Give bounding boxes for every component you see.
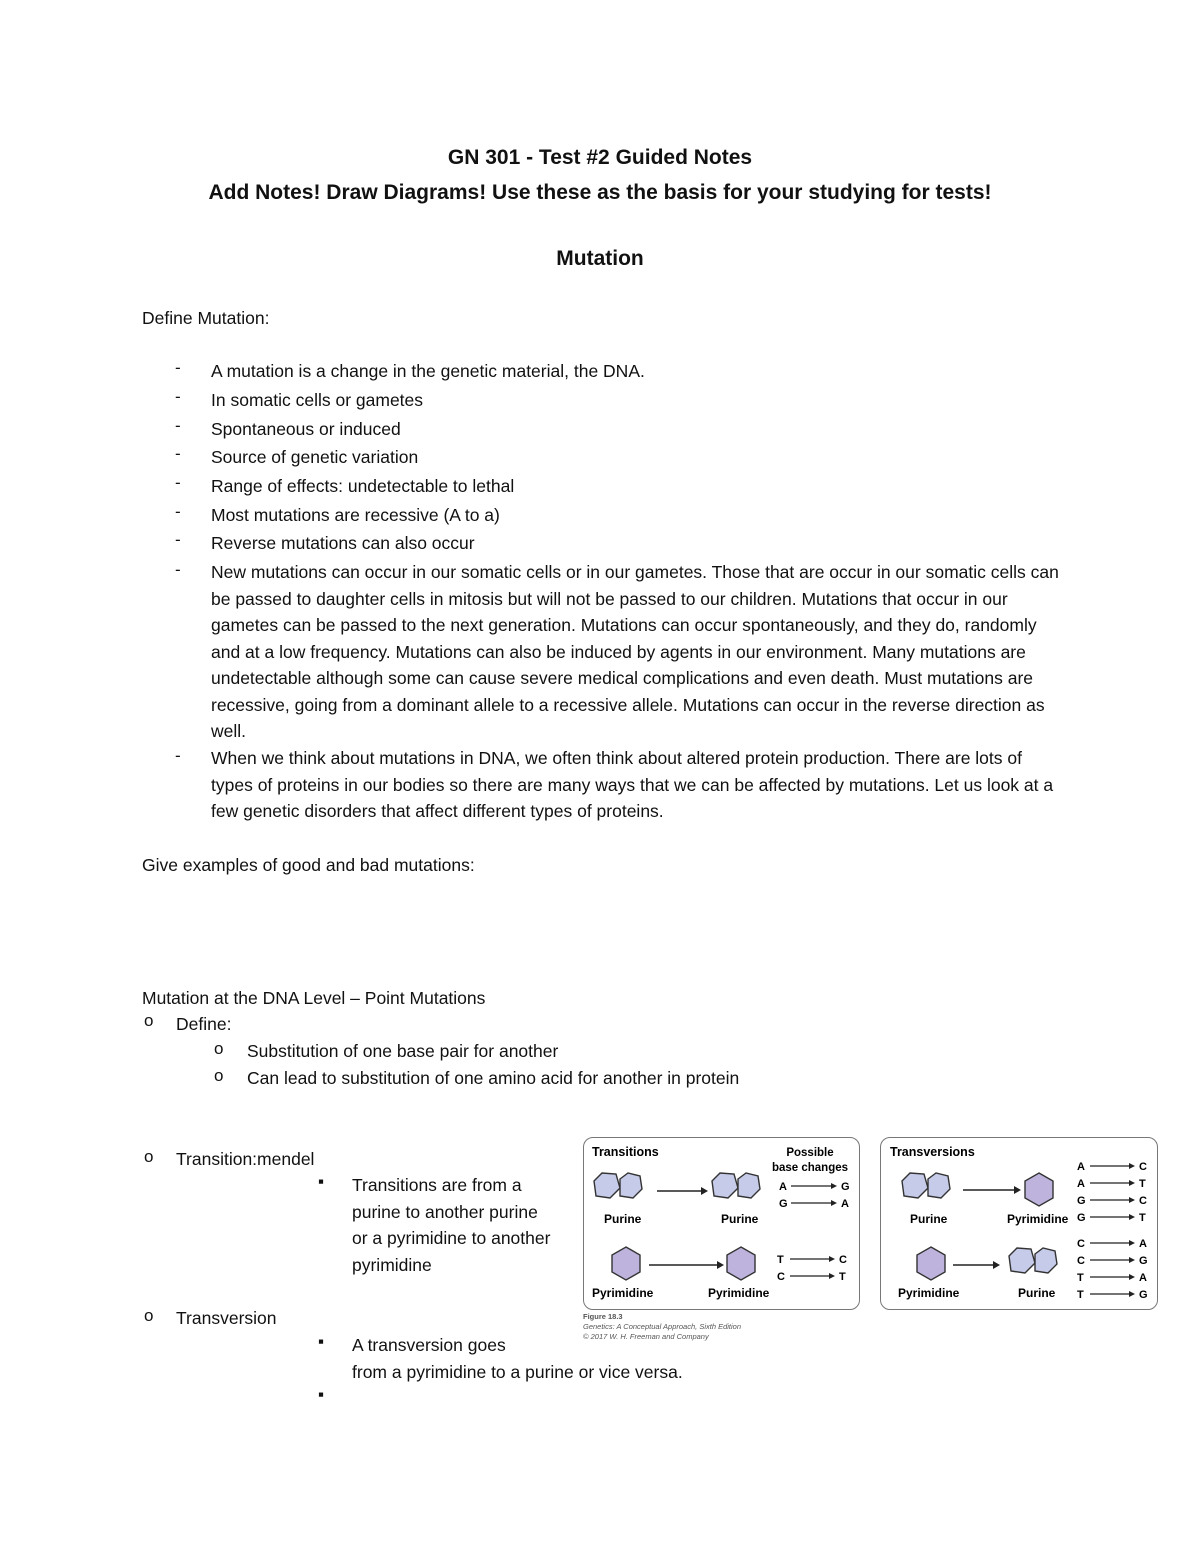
base-letter: A xyxy=(841,1198,849,1210)
base-letter: G xyxy=(1077,1195,1086,1207)
base-letter: T xyxy=(839,1271,846,1283)
examples-label: Give examples of good and bad mutations: xyxy=(142,855,475,875)
base-letter: C xyxy=(777,1271,785,1283)
define-label: Define Mutation: xyxy=(142,308,270,328)
base-letter: G xyxy=(1077,1212,1086,1224)
arrow-icon xyxy=(829,1273,835,1279)
dash-marker: - xyxy=(175,358,181,377)
circle-marker: o xyxy=(144,1011,154,1030)
dash-marker: - xyxy=(175,530,181,549)
purine-molecule-icon xyxy=(902,1173,950,1198)
pyrimidine-label: Pyrimidine xyxy=(1007,1212,1069,1226)
page-title: GN 301 - Test #2 Guided Notes xyxy=(447,146,753,169)
dash-marker: - xyxy=(175,416,181,435)
list-item: Reverse mutations can also occur xyxy=(211,533,475,553)
purine-molecule-icon xyxy=(712,1173,760,1198)
base-letter: T xyxy=(1139,1178,1146,1190)
protein-paragraph: When we think about mutations in DNA, we often think about altered protein production. There are lots of types of proteins in our bodies so there are many ways that we can be affected by mutations. Let us look at a few genetic disorders that affect different types of proteins. xyxy=(211,748,1054,821)
base-letter: C xyxy=(1077,1238,1085,1250)
transition-text: Transitions are from a purine to another purine or a pyrimidine to another pyrimidine xyxy=(352,1175,551,1275)
purine-molecule-icon xyxy=(1009,1248,1057,1273)
purine-label: Purine xyxy=(1018,1286,1056,1300)
arrow-icon xyxy=(1129,1197,1135,1203)
list-item: Substitution of one base pair for another xyxy=(247,1041,559,1061)
circle-marker: o xyxy=(214,1066,224,1085)
transversions-title: Transversions xyxy=(890,1145,975,1159)
base-letter: G xyxy=(779,1198,788,1210)
arrow-icon xyxy=(1129,1257,1135,1263)
base-letter: A xyxy=(1139,1272,1147,1284)
arrow-icon xyxy=(1129,1180,1135,1186)
base-letter: T xyxy=(1077,1272,1084,1284)
arrow-icon xyxy=(1014,1186,1021,1194)
transversion-label: Transversion xyxy=(176,1308,277,1328)
base-letter: G xyxy=(1139,1255,1148,1267)
base-changes-label: base changes xyxy=(771,1162,849,1174)
base-letter: T xyxy=(777,1254,784,1266)
purine-label: Purine xyxy=(604,1212,642,1226)
pyrimidine-molecule-icon xyxy=(917,1247,945,1280)
transitions-figure xyxy=(583,1137,860,1310)
define-sublabel: Define: xyxy=(176,1014,232,1034)
base-letter: C xyxy=(1077,1255,1085,1267)
dash-marker: - xyxy=(175,387,181,406)
base-letter: A xyxy=(1077,1178,1085,1190)
base-letter: A xyxy=(779,1181,787,1193)
base-letter: A xyxy=(1077,1161,1085,1173)
list-item: Can lead to substitution of one amino acid for another in protein xyxy=(247,1068,740,1088)
arrow-icon xyxy=(701,1187,708,1195)
purine-label: Purine xyxy=(910,1212,948,1226)
base-letter: C xyxy=(1139,1195,1147,1207)
arrow-icon xyxy=(831,1200,837,1206)
arrow-icon xyxy=(1129,1163,1135,1169)
pyrimidine-label: Pyrimidine xyxy=(898,1286,960,1300)
arrow-icon xyxy=(829,1256,835,1262)
list-item: Most mutations are recessive (A to a) xyxy=(211,505,500,525)
transversion-text-1: A transversion goes xyxy=(352,1335,506,1355)
transitions-diagram xyxy=(584,1138,859,1309)
base-letter: T xyxy=(1139,1212,1146,1224)
dash-marker: - xyxy=(175,473,181,492)
circle-marker: o xyxy=(144,1147,154,1166)
dash-marker: - xyxy=(175,746,181,765)
circle-marker: o xyxy=(214,1039,224,1058)
pyrimidine-molecule-icon xyxy=(727,1247,755,1280)
arrow-icon xyxy=(1129,1240,1135,1246)
base-letter: G xyxy=(841,1181,850,1193)
arrow-icon xyxy=(993,1261,1000,1269)
dash-marker: - xyxy=(175,502,181,521)
base-letter: G xyxy=(1139,1289,1148,1301)
base-letter: A xyxy=(1139,1238,1147,1250)
transversions-figure xyxy=(880,1137,1158,1310)
transitions-title: Transitions xyxy=(592,1145,659,1159)
list-item: A mutation is a change in the genetic material, the DNA. xyxy=(211,361,645,381)
pyrimidine-label: Pyrimidine xyxy=(592,1286,654,1300)
dash-marker: - xyxy=(175,444,181,463)
list-item: Spontaneous or induced xyxy=(211,419,401,439)
arrow-icon xyxy=(831,1183,837,1189)
transversions-diagram xyxy=(881,1138,1157,1309)
figure-caption xyxy=(583,1312,741,1342)
purine-molecule-icon xyxy=(594,1173,642,1198)
arrow-icon xyxy=(1129,1214,1135,1220)
pyrimidine-label: Pyrimidine xyxy=(708,1286,770,1300)
square-marker: ▪ xyxy=(318,1332,325,1351)
base-letter: C xyxy=(1139,1161,1147,1173)
circle-marker: o xyxy=(144,1306,154,1325)
pyrimidine-molecule-icon xyxy=(1025,1173,1053,1206)
arrow-icon xyxy=(1129,1274,1135,1280)
possible-label: Possible xyxy=(786,1147,834,1159)
page-subtitle: Add Notes! Draw Diagrams! Use these as the basis for your studying for tests! xyxy=(208,181,992,204)
section-heading: Mutation xyxy=(556,247,644,270)
pyrimidine-molecule-icon xyxy=(612,1247,640,1280)
list-item: Source of genetic variation xyxy=(211,447,419,467)
square-marker: ▪ xyxy=(318,1385,325,1404)
square-marker: ▪ xyxy=(318,1172,325,1191)
purine-label: Purine xyxy=(721,1212,759,1226)
list-item: Range of effects: undetectable to lethal xyxy=(211,476,515,496)
arrow-icon xyxy=(717,1261,724,1269)
base-letter: C xyxy=(839,1254,847,1266)
point-mutations-heading: Mutation at the DNA Level – Point Mutations xyxy=(142,988,486,1008)
caption-line: Figure 18.3 xyxy=(583,1312,623,1321)
transversion-text-2: from a pyrimidine to a purine or vice versa. xyxy=(352,1362,683,1382)
caption-line: © 2017 W. H. Freeman and Company xyxy=(583,1332,709,1341)
dash-marker: - xyxy=(175,560,181,579)
caption-line: Genetics: A Conceptual Approach, Sixth Edition xyxy=(583,1322,742,1331)
transition-label: Transition:mendel xyxy=(176,1149,315,1169)
arrow-icon xyxy=(1129,1291,1135,1297)
mutation-paragraph: New mutations can occur in our somatic cells or in our gametes. Those that are occur in our somatic cells can be passed to daughter cells in mitosis but will not be passed to our children. Mutations that occur in our gametes can be passed to the next generation. Mutations can occur spontaneously, and they do, randomly and at a low frequency. Mutations can also be induced by agents in our environment. Many mutations are undetectable although some can cause severe medical complications and even death. Must mutations are recessive, going from a dominant allele to a recessive allele. Mutations can occur in the reverse direction as well. xyxy=(211,562,1059,741)
base-letter: T xyxy=(1077,1289,1084,1301)
list-item: In somatic cells or gametes xyxy=(211,390,424,410)
